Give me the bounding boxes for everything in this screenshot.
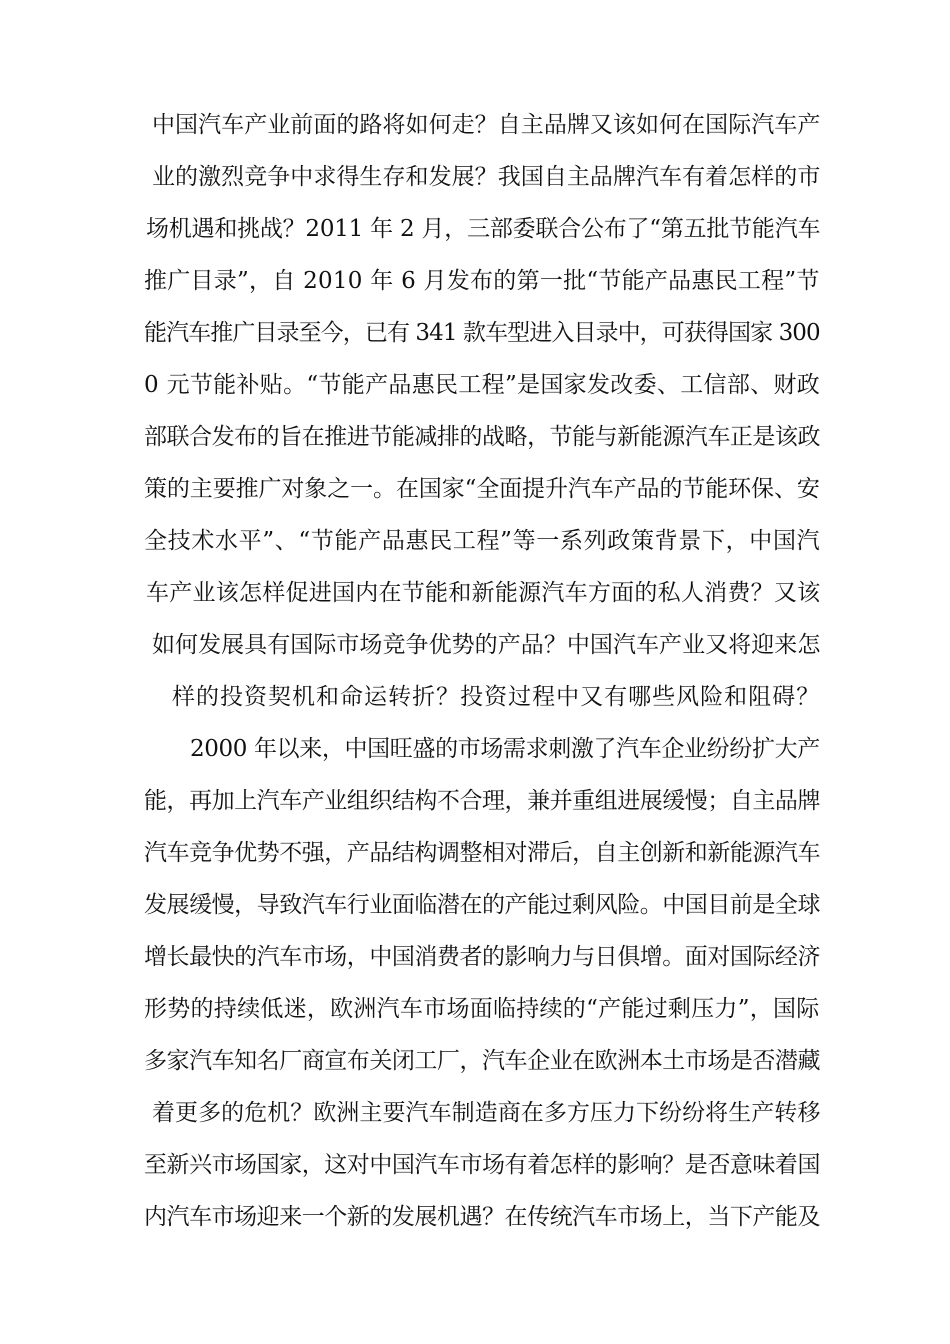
paragraph-1-line-6: 0 元节能补贴。“节能产品惠民工程”是国家发改委、工信部、财政 [144, 372, 821, 398]
paragraph-1-line-9: 全技术水平”、“节能产品惠民工程”等一系列政策背景下，中国汽 [144, 528, 821, 554]
paragraph-1-line-3: 场机遇和挑战？2011 年 2 月，三部委联合公布了“第五批节能汽车 [146, 216, 821, 242]
paragraph-2-line-8: 着更多的危机？欧洲主要汽车制造商在多方压力下纷纷将生产转移 [152, 1100, 821, 1126]
paragraph-2-line-7: 多家汽车知名厂商宣布关闭工厂，汽车企业在欧洲本土市场是否潜藏 [144, 1048, 821, 1074]
paragraph-1-line-1: 中国汽车产业前面的路将如何走？自主品牌又该如何在国际汽车产 [152, 112, 821, 138]
paragraph-2-line-6: 形势的持续低迷，欧洲汽车市场面临持续的“产能过剩压力”，国际 [144, 996, 820, 1022]
paragraph-1-line-8: 策的主要推广对象之一。在国家“全面提升汽车产品的节能环保、安 [144, 476, 820, 502]
paragraph-1-line-11: 如何发展具有国际市场竞争优势的产品？中国汽车产业又将迎来怎 [152, 632, 821, 658]
paragraph-1-line-7: 部联合发布的旨在推进节能减排的战略，节能与新能源汽车正是该政 [144, 424, 821, 450]
paragraph-1-line-12: 样的投资契机和命运转折？投资过程中又有哪些风险和阻碍？ [172, 684, 821, 710]
paragraph-1-line-2: 业的激烈竞争中求得生存和发展？我国自主品牌汽车有着怎样的市 [152, 164, 821, 190]
paragraph-1-line-10: 车产业该怎样促进国内在节能和新能源汽车方面的私人消费？又该 [146, 580, 821, 606]
paragraph-2-line-3: 汽车竞争优势不强，产品结构调整相对滞后，自主创新和新能源汽车 [144, 840, 821, 866]
paragraph-2-line-1: 2000 年以来，中国旺盛的市场需求刺激了汽车企业纷纷扩大产 [190, 736, 820, 762]
paragraph-2-line-10: 内汽车市场迎来一个新的发展机遇？在传统汽车市场上，当下产能及 [144, 1204, 821, 1230]
paragraph-1-line-4: 推广目录”，自 2010 年 6 月发布的第一批“节能产品惠民工程”节 [144, 268, 820, 294]
paragraph-2-line-5: 增长最快的汽车市场，中国消费者的影响力与日俱增。面对国际经济 [144, 944, 821, 970]
paragraph-1-line-5: 能汽车推广目录至今，已有 341 款车型进入目录中，可获得国家 300 [144, 320, 820, 346]
paragraph-2-line-4: 发展缓慢，导致汽车行业面临潜在的产能过剩风险。中国目前是全球 [144, 892, 821, 918]
paragraph-2-line-9: 至新兴市场国家，这对中国汽车市场有着怎样的影响？是否意味着国 [144, 1152, 821, 1178]
paragraph-2-line-2: 能，再加上汽车产业组织结构不合理，兼并重组进展缓慢；自主品牌 [144, 788, 821, 814]
